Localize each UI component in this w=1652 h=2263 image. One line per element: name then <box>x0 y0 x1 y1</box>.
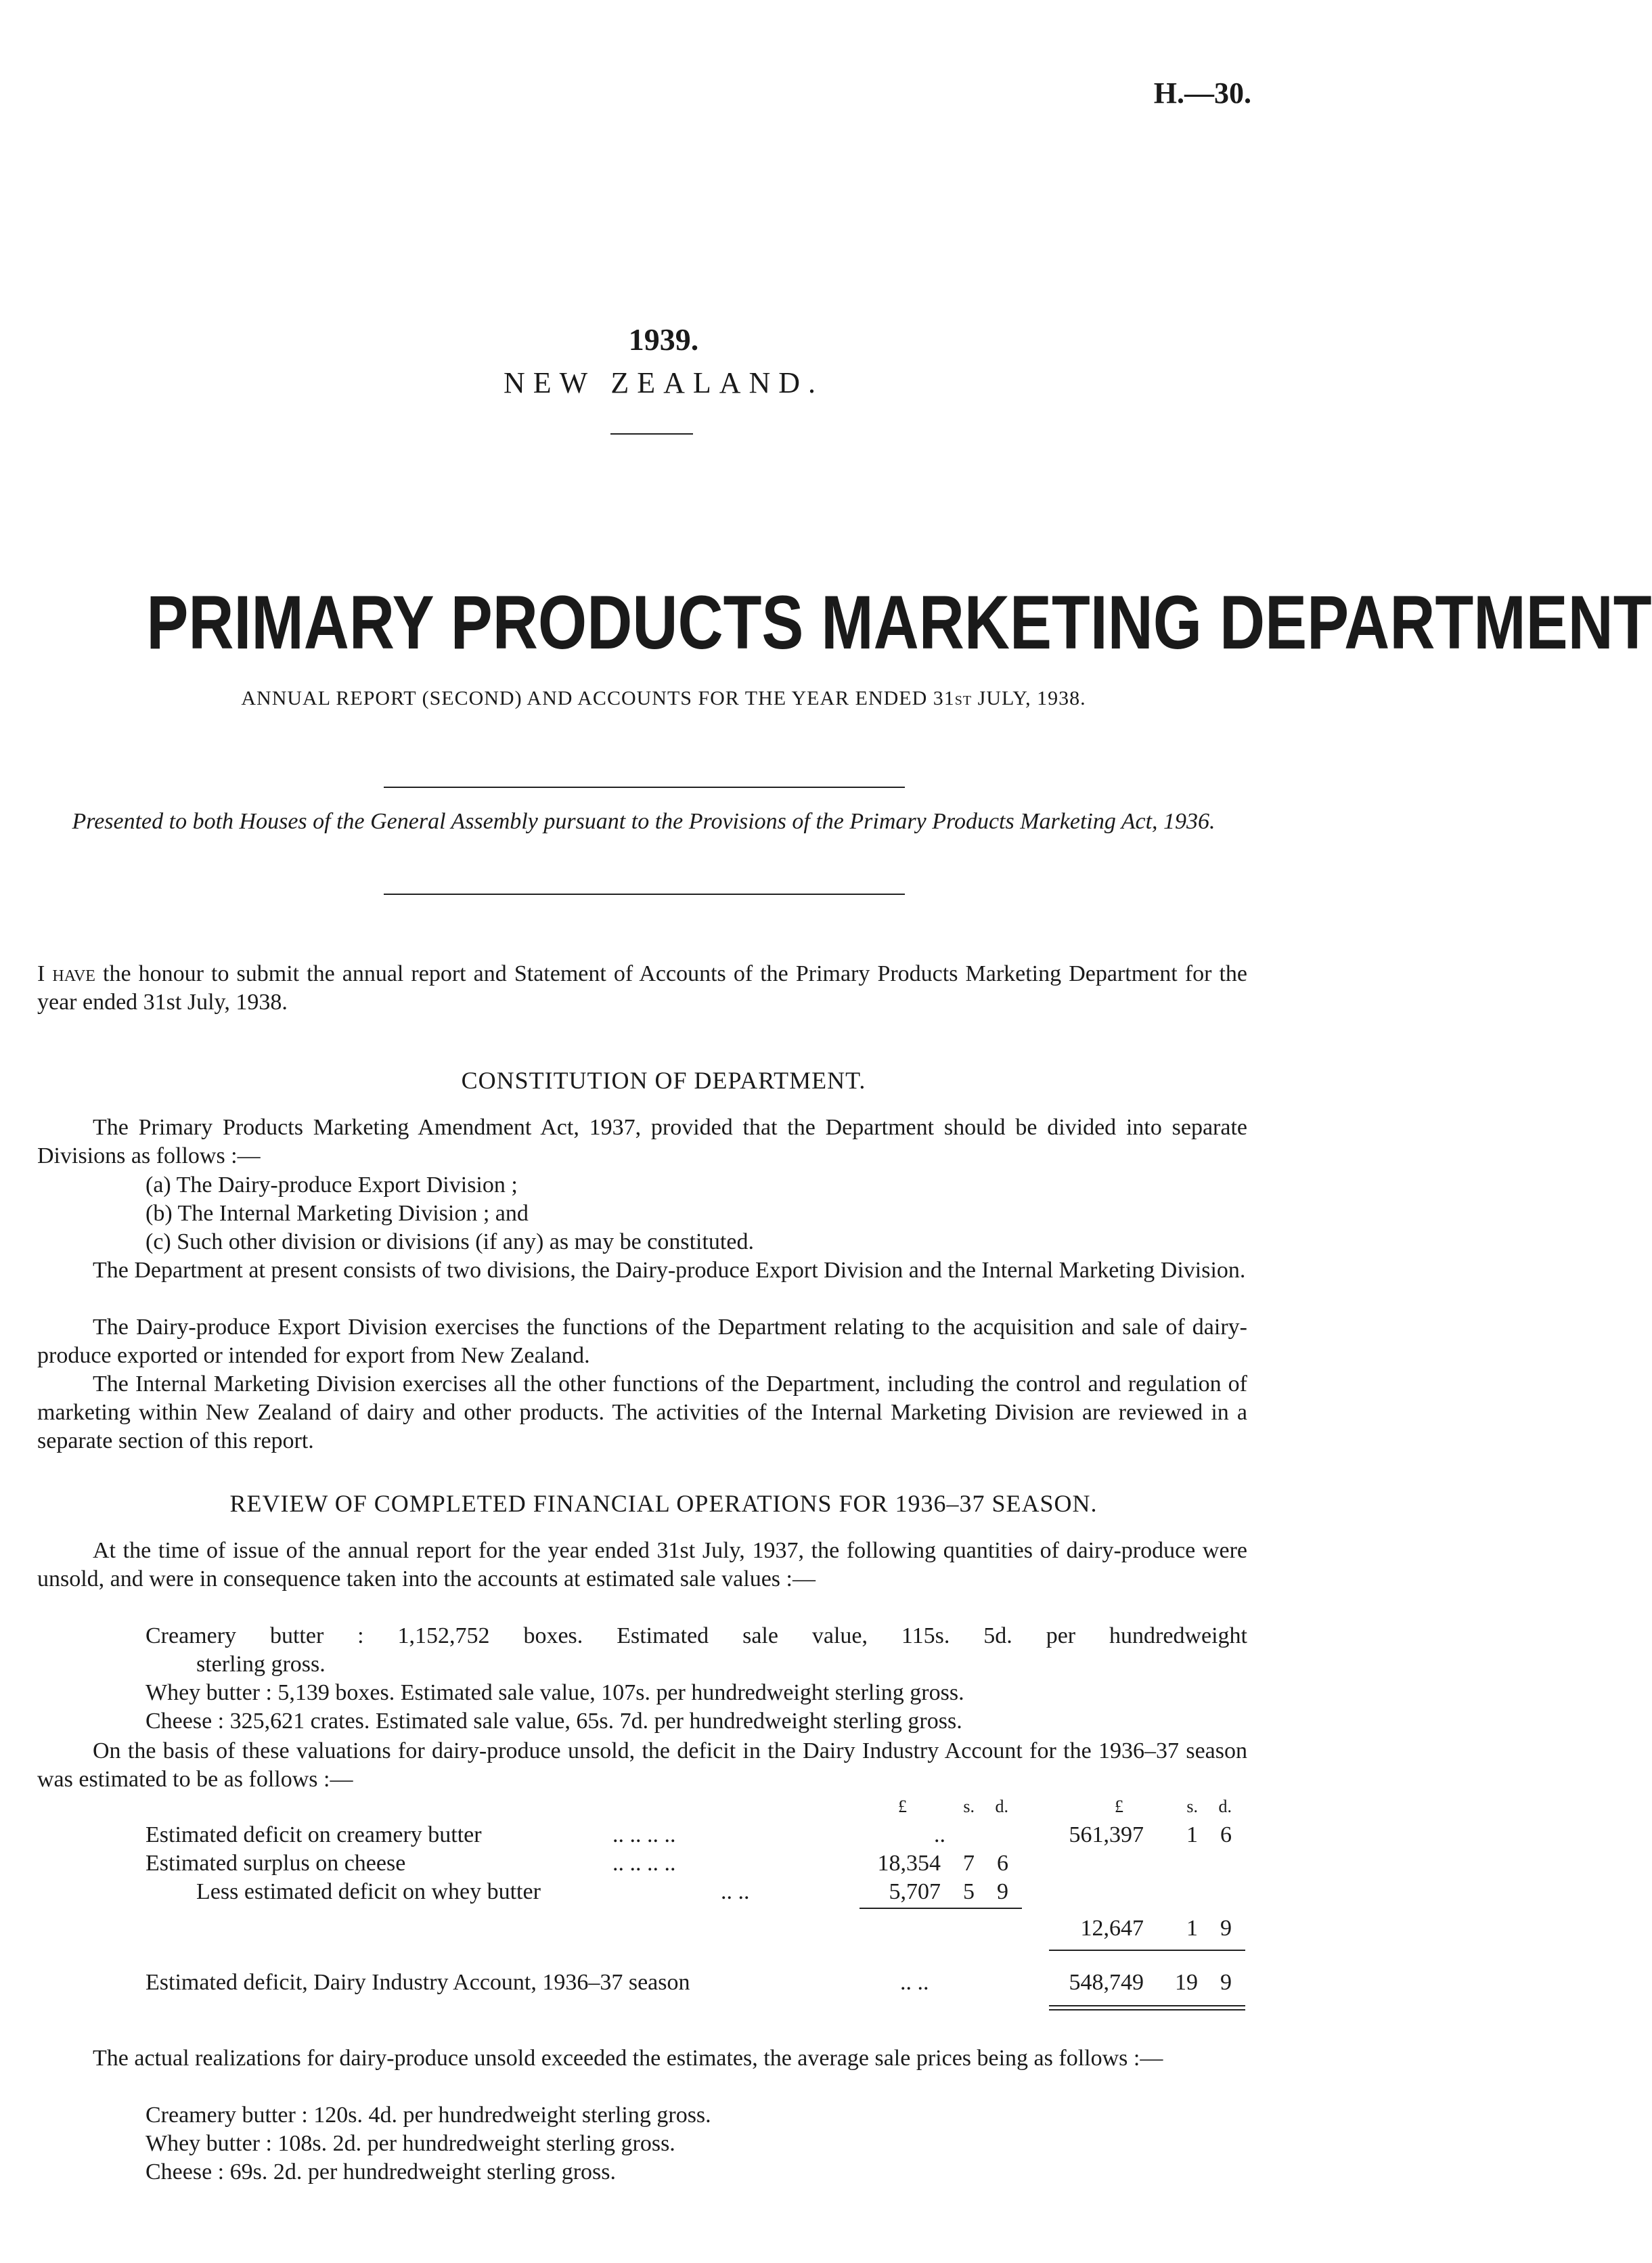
row-label: Estimated surplus on cheese <box>146 1851 406 1876</box>
total-double-rule-1 <box>1049 2005 1245 2006</box>
actual-cheese-line: Cheese : 69s. 2d. per hundredweight sterling gross. <box>146 2159 616 2184</box>
constitution-paragraph-3: The Dairy-produce Export Division exercises the functions of the Department relating to the acquisition and sale of dairy-produce exported or intended for export from New Zealand. <box>37 1315 1247 1368</box>
row-pence: 6 <box>1220 1822 1232 1847</box>
presented-statement: Presented to both Houses of the General Assembly pursuant to the Provisions of the Primary Products Marketing Act, 1936. <box>72 809 1215 834</box>
division-item-b: (b) The Internal Marketing Division ; and <box>146 1201 529 1226</box>
subtitle-prefix: ANNUAL REPORT (SECOND) AND ACCOUNTS FOR THE YEAR ENDED 31 <box>241 687 955 709</box>
title-divider <box>610 433 693 435</box>
intro-paragraph <box>37 960 1247 1017</box>
total-double-rule-2 <box>1049 2009 1245 2011</box>
constitution-paragraph-4: The Internal Marketing Division exercises all the other functions of the Department, including the control and regulation of marketing within New Zealand of dairy and other products. The activities of the Internal Marketing Division are reviewed in a separate section of this report. <box>37 1371 1247 1453</box>
col-head-shillings-2: s. <box>1186 1797 1198 1816</box>
actual-creamery-line: Creamery butter : 120s. 4d. per hundredweight sterling gross. <box>146 2103 711 2128</box>
row-dots: .. .. .. .. <box>612 1822 676 1847</box>
actual-whey-line: Whey butter : 108s. 2d. per hundredweight sterling gross. <box>146 2131 675 2156</box>
document-reference: H.—30. <box>1153 76 1251 110</box>
row-label: Estimated deficit on creamery butter <box>146 1822 482 1847</box>
document-year: 1939. <box>628 322 699 357</box>
col-head-shillings-1: s. <box>963 1797 975 1816</box>
total-shillings: 19 <box>1175 1970 1198 1995</box>
whey-estimate-line: Whey butter : 5,139 boxes. Estimated sale value, 107s. per hundredweight sterling gross. <box>146 1680 964 1705</box>
col-head-pence-2: d. <box>1218 1797 1232 1816</box>
subtitle-suffix: JULY, 1938. <box>972 687 1086 709</box>
row-dots: .. .. .. .. <box>612 1851 676 1876</box>
row-shillings: 1 <box>1186 1822 1198 1847</box>
actual-paragraph: The actual realizations for dairy-produce unsold exceeded the estimates, the average sale prices being as follows :— <box>93 2046 1163 2071</box>
subtotal-pence: 9 <box>1220 1916 1232 1941</box>
document-country: NEW ZEALAND. <box>503 366 824 399</box>
row-inner-dots: .. <box>934 1822 945 1847</box>
row-pounds: 5,707 <box>889 1879 941 1904</box>
constitution-heading: CONSTITUTION OF DEPARTMENT. <box>461 1067 866 1094</box>
row-pence: 6 <box>997 1851 1008 1876</box>
total-pounds: 548,749 <box>1069 1970 1144 1995</box>
total-rule-top <box>1049 1950 1245 1951</box>
row-pounds: 561,397 <box>1069 1822 1144 1847</box>
constitution-paragraph-1: The Primary Products Marketing Amendment Act, 1937, provided that the Department should be divided into separate Divisions as follows :— <box>37 1115 1247 1168</box>
constitution-paragraph-2: The Department at present consists of two divisions, the Dairy-produce Export Division and the Internal Marketing Division. <box>93 1258 1246 1283</box>
subtotal-rule <box>860 1908 1022 1909</box>
main-title: PRIMARY PRODUCTS MARKETING DEPARTMENT <box>146 580 1652 665</box>
col-head-pounds-2: £ <box>1115 1797 1123 1816</box>
creamery-estimate-line: Creamery butter : 1,152,752 boxes. Estimated sale value, 115s. 5d. per hundredweight <box>146 1623 1247 1648</box>
subtotal-pounds: 12,647 <box>1080 1916 1144 1941</box>
report-subtitle <box>0 687 1327 710</box>
subtitle-superscript: ST <box>954 693 973 708</box>
row-shillings: 5 <box>963 1879 975 1904</box>
cheese-estimate-line: Cheese : 325,621 crates. Estimated sale value, 65s. 7d. per hundredweight sterling gross. <box>146 1709 962 1734</box>
row-label: Less estimated deficit on whey butter <box>196 1879 541 1904</box>
review-paragraph-2: On the basis of these valuations for dairy-produce unsold, the deficit in the Dairy Industry Account for the 1936–37 season was estimated to be as follows :— <box>37 1738 1247 1792</box>
total-label: Estimated deficit, Dairy Industry Account, 1936–37 season <box>146 1970 690 1995</box>
total-dots: .. .. <box>900 1970 929 1995</box>
row-shillings: 7 <box>963 1851 975 1876</box>
presented-divider-bottom <box>384 894 905 895</box>
review-paragraph-1: At the time of issue of the annual report for the year ended 31st July, 1937, the following quantities of dairy-produce were unsold, and were in consequence taken into the accounts at estimated sale values :— <box>37 1538 1247 1591</box>
subtotal-shillings: 1 <box>1186 1916 1198 1941</box>
division-item-a: (a) The Dairy-produce Export Division ; <box>146 1172 518 1198</box>
col-head-pounds-1: £ <box>898 1797 907 1816</box>
row-dots: .. .. <box>721 1879 750 1904</box>
row-pounds: 18,354 <box>877 1851 941 1876</box>
total-pence: 9 <box>1220 1970 1232 1995</box>
presented-divider-top <box>384 787 905 788</box>
review-heading: REVIEW OF COMPLETED FINANCIAL OPERATIONS FOR 1936–37 SEASON. <box>229 1490 1098 1517</box>
intro-lead: I have <box>37 961 95 986</box>
division-item-c: (c) Such other division or divisions (if any) as may be constituted. <box>146 1229 754 1254</box>
row-pence: 9 <box>997 1879 1008 1904</box>
col-head-pence-1: d. <box>995 1797 1008 1816</box>
creamery-estimate-continued: sterling gross. <box>196 1652 326 1677</box>
intro-text: the honour to submit the annual report and Statement of Accounts of the Primary Products Marketing Department for the year ended 31st July, 1938. <box>37 961 1247 1015</box>
